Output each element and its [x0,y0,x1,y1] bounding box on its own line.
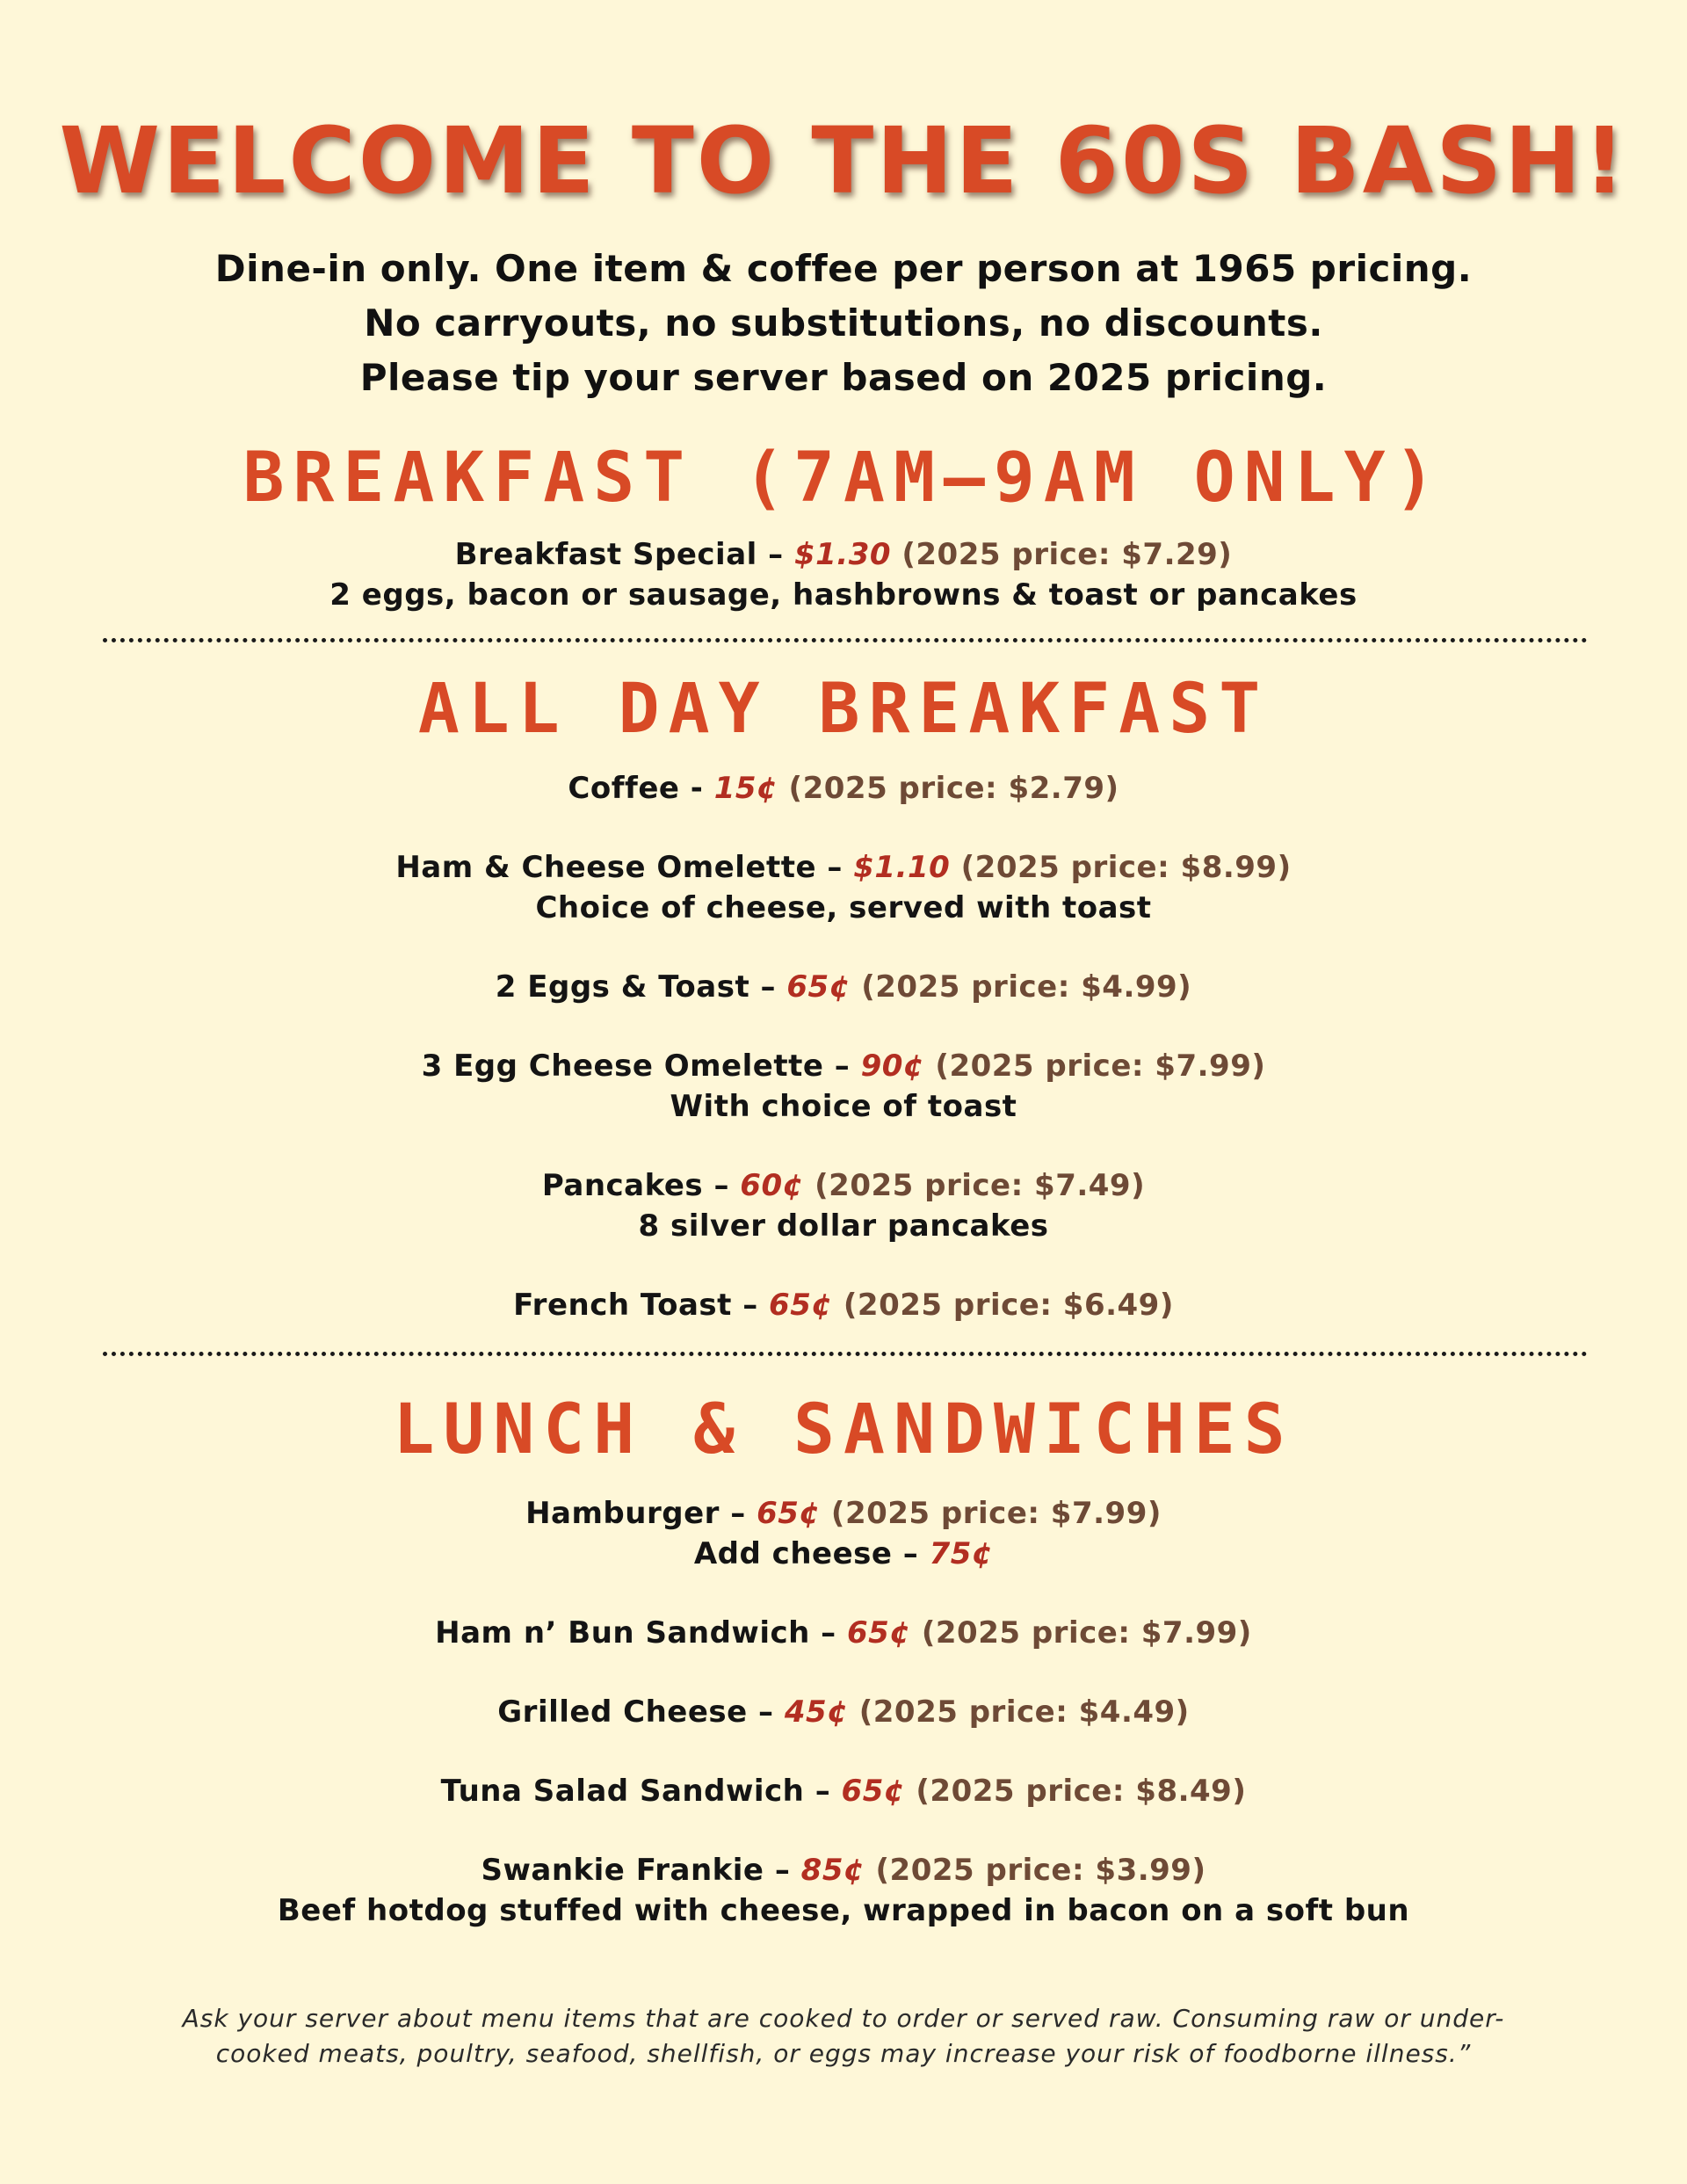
addon-price: 75¢ [929,1536,994,1571]
item-2025-price: (2025 price: $7.29) [891,537,1233,572]
item-name: 2 Eggs & Toast – [495,969,787,1005]
section-heading-breakfast: BREAKFAST (7AM–9AM ONLY) [243,439,1444,518]
menu-item-french-toast [0,1285,1687,1325]
item-2025-price: (2025 price: $8.99) [950,850,1292,885]
item-name: Pancakes – [541,1168,741,1203]
item-2025-price: (2025 price: $4.49) [848,1694,1190,1730]
menu-item-2-eggs-toast [0,967,1687,1007]
disclaimer-line: cooked meats, poultry, seafood, shellfish, or eggs may increase your risk of foodborne illness.” [215,2039,1472,2068]
section-heading-all-day-breakfast: ALL DAY BREAKFAST [417,670,1270,749]
intro-line: Please tip your server based on 2025 pricing. [359,356,1328,399]
item-price: $1.30 [793,537,892,572]
item-2025-price: (2025 price: $7.49) [803,1168,1146,1203]
item-description: With choice of toast [670,1089,1017,1124]
item-description: Choice of cheese, served with toast [535,890,1152,925]
item-2025-price: (2025 price: $8.49) [905,1774,1247,1809]
item-price: 90¢ [860,1048,925,1084]
item-price: 65¢ [757,1496,821,1531]
intro-line: Dine-in only. One item & coffee per person at 1965 pricing. [214,247,1473,290]
menu-item-pancakes [0,1165,1687,1246]
item-name: Grilled Cheese – [497,1694,785,1730]
item-description: 8 silver dollar pancakes [638,1208,1049,1244]
intro-line: No carryouts, no substitutions, no discounts. [364,301,1323,345]
item-name: Hamburger – [525,1496,757,1531]
item-price: 85¢ [800,1853,865,1888]
item-price: 15¢ [713,771,778,806]
item-name: Tuna Salad Sandwich – [440,1774,842,1809]
item-description: Beef hotdog stuffed with cheese, wrapped in bacon on a soft bun [277,1893,1410,1928]
item-price: 65¢ [841,1774,906,1809]
dotted-divider [103,1352,1588,1356]
dotted-divider [103,638,1588,642]
item-addon [0,1534,1687,1574]
item-2025-price: (2025 price: $7.99) [910,1615,1252,1651]
menu-item-coffee [0,768,1687,809]
item-2025-price: (2025 price: $3.99) [865,1853,1206,1888]
item-name: 3 Egg Cheese Omelette – [421,1048,861,1084]
item-name: Ham n’ Bun Sandwich – [435,1615,848,1651]
page-title: WELCOME TO THE 60S BASH! [59,107,1628,214]
item-name: Swankie Frankie – [481,1853,801,1888]
item-2025-price: (2025 price: $4.99) [850,969,1192,1005]
item-price: $1.10 [853,850,951,885]
item-name: Coffee - [568,771,714,806]
item-2025-price: (2025 price: $2.79) [778,771,1119,806]
food-safety-disclaimer [0,2001,1687,2072]
item-name: Ham & Cheese Omelette – [395,850,854,885]
disclaimer-line: Ask your server about menu items that are cooked to order or served raw. Consuming raw or under- [182,2004,1505,2033]
item-name: Breakfast Special – [454,537,794,572]
menu-item-ham-cheese-omelette [0,847,1687,928]
menu-item-ham-n-bun [0,1613,1687,1653]
item-price: 60¢ [740,1168,804,1203]
menu-item-swankie-frankie [0,1850,1687,1931]
item-2025-price: (2025 price: $7.99) [820,1496,1162,1531]
item-description: 2 eggs, bacon or sausage, hashbrowns & toast or pancakes [329,577,1358,613]
item-price: 65¢ [847,1615,911,1651]
menu-item-tuna-salad [0,1771,1687,1811]
item-price: 65¢ [786,969,851,1005]
item-2025-price: (2025 price: $7.99) [924,1048,1266,1084]
menu-item-breakfast-special [0,534,1687,615]
intro-notice [0,242,1687,405]
menu-item-grilled-cheese [0,1692,1687,1732]
addon-label: Add cheese – [693,1536,930,1571]
item-2025-price: (2025 price: $6.49) [832,1288,1174,1323]
item-name: French Toast – [513,1288,770,1323]
section-heading-lunch-sandwiches: LUNCH & SANDWICHES [393,1390,1294,1469]
item-price: 45¢ [784,1694,849,1730]
menu-item-3-egg-cheese-omelette [0,1046,1687,1127]
menu-item-hamburger [0,1493,1687,1574]
item-price: 65¢ [769,1288,833,1323]
